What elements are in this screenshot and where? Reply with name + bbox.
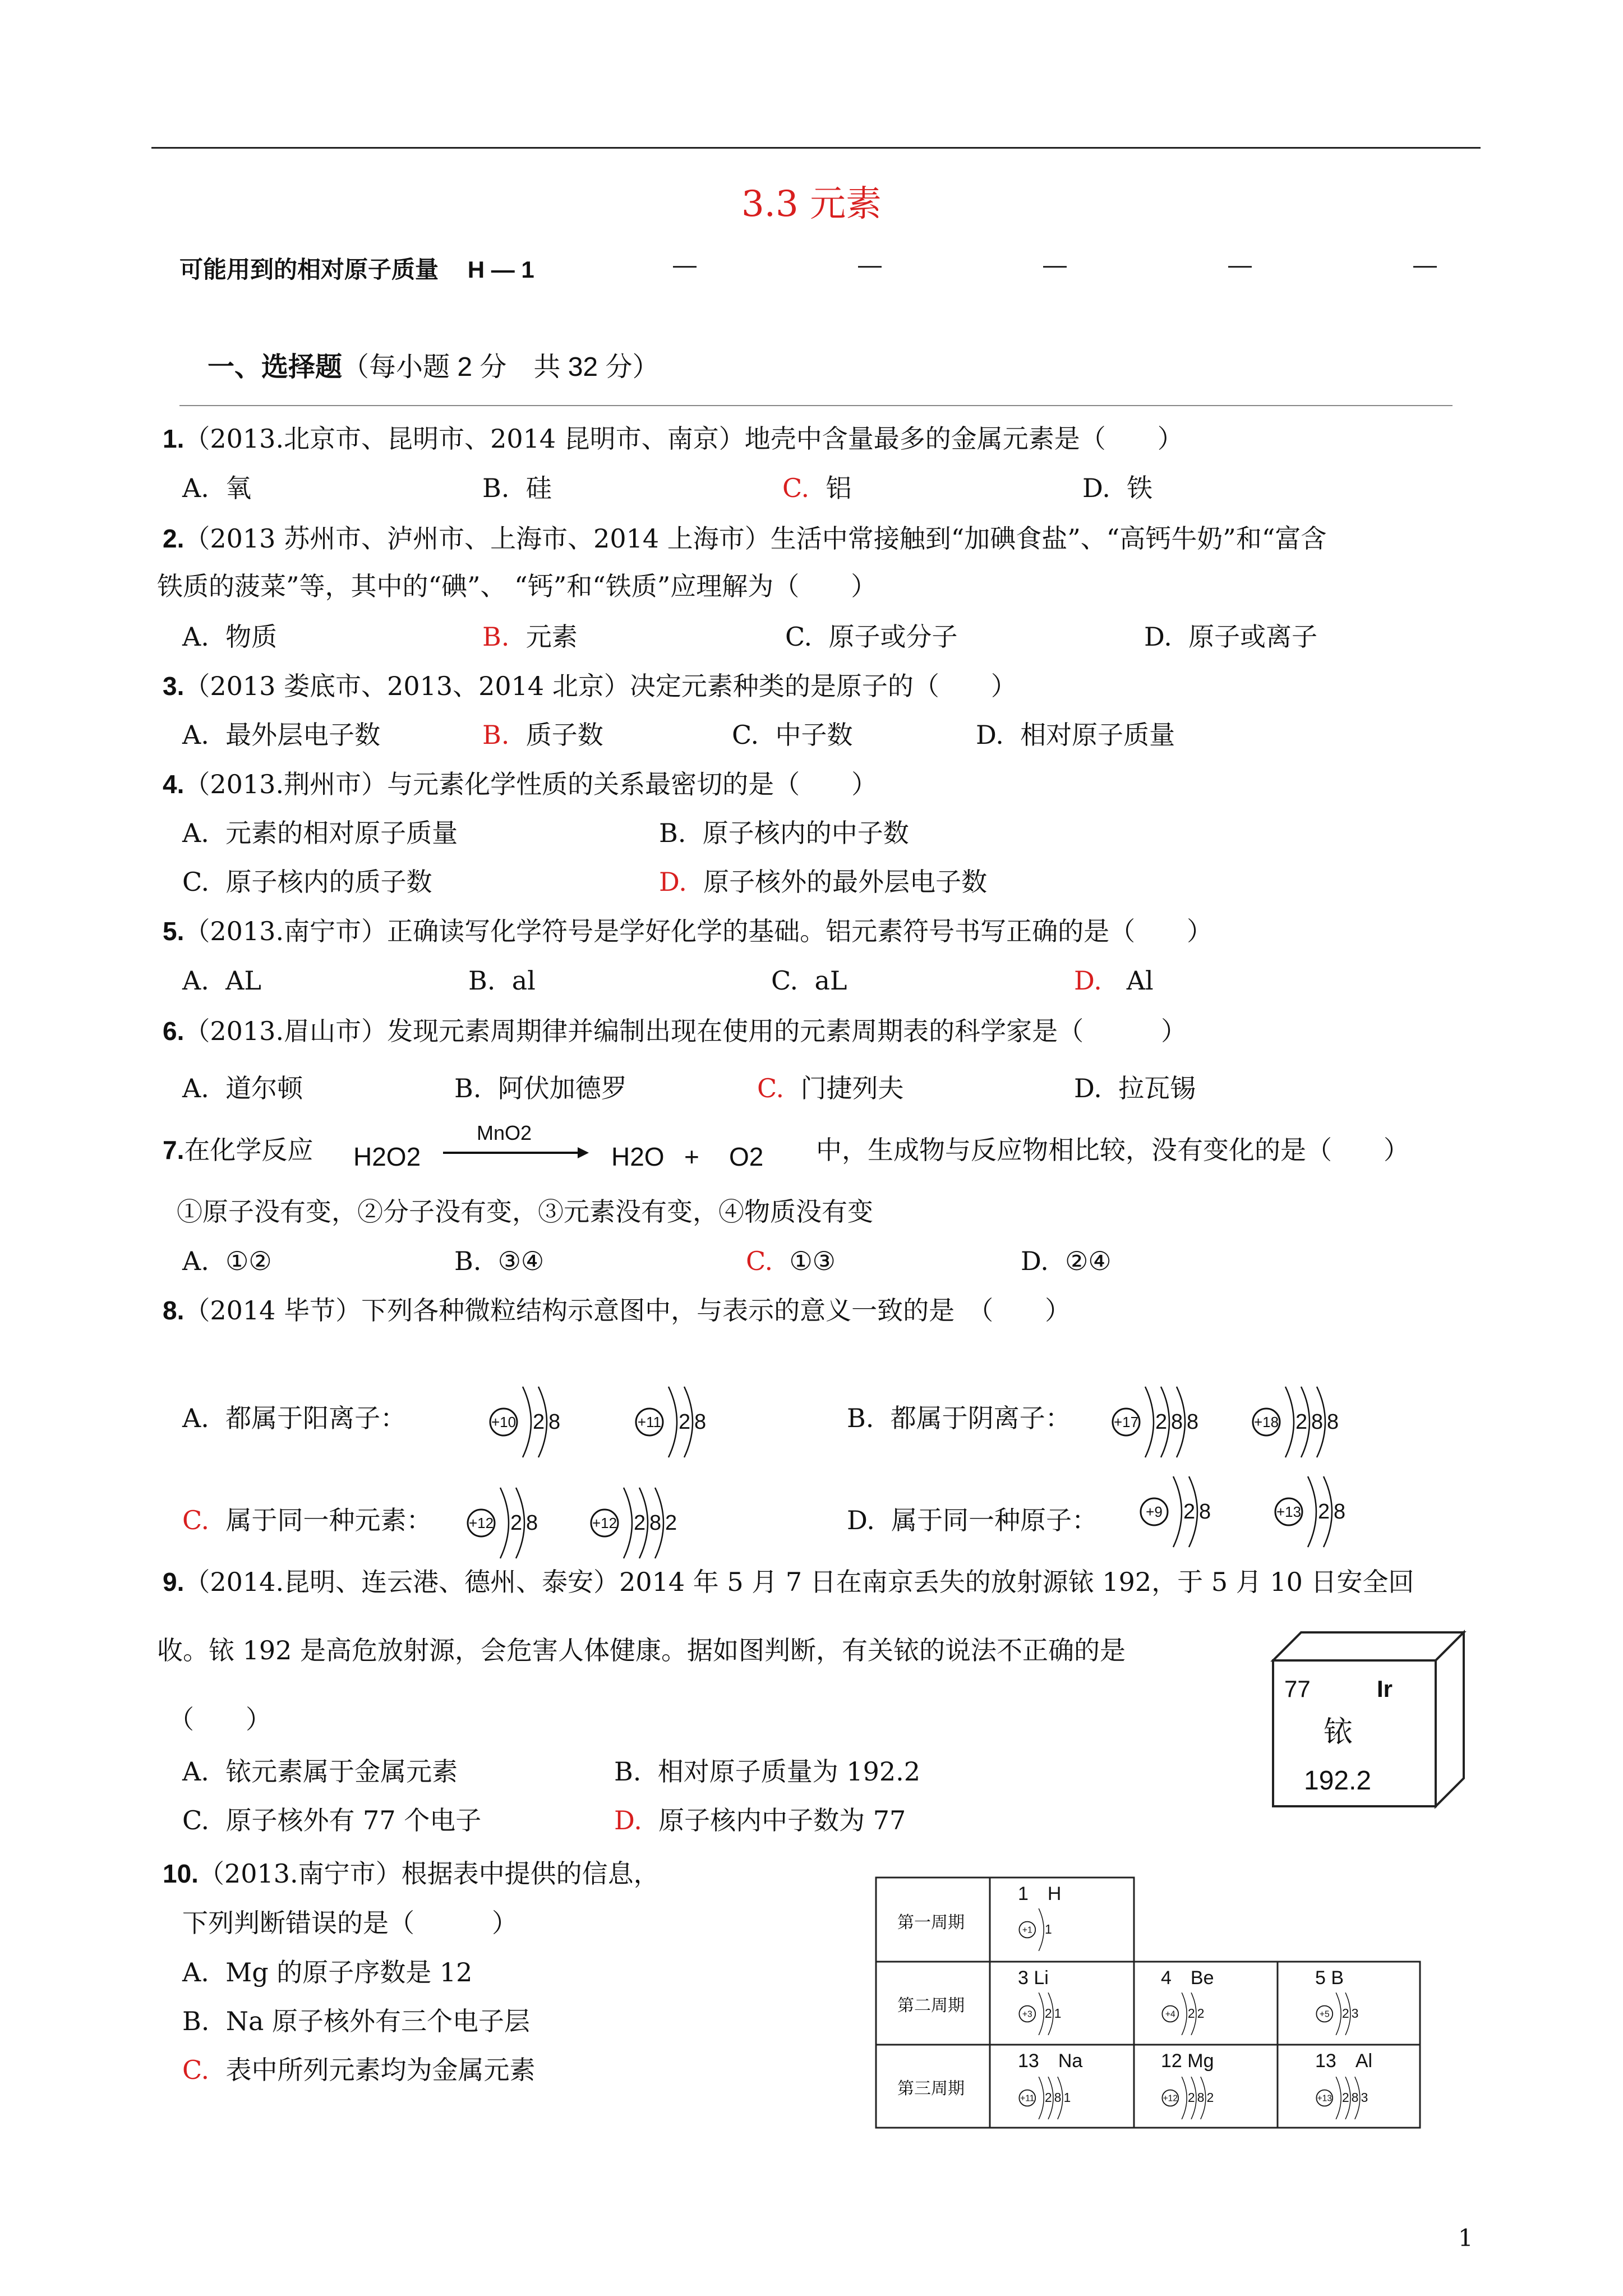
- option-d: D. ②④: [1021, 1246, 1112, 1276]
- atom-diagram: [460, 1470, 589, 1571]
- question-stem: （2014 毕节）下列各种微粒结构示意图中，与表示的意义一致的是 （ ）: [184, 1295, 1071, 1326]
- nucleus-charge: +4: [1165, 2009, 1175, 2019]
- electron-count: 2: [510, 1511, 523, 1535]
- electron-count: 2: [665, 1511, 677, 1535]
- nucleus-charge: +17: [1113, 1414, 1139, 1430]
- option-c: C. ①③: [746, 1246, 836, 1276]
- atom-diagram-small: [1019, 1993, 1061, 2035]
- plus-sign: +: [684, 1142, 699, 1171]
- atom-diagram: [1105, 1369, 1245, 1470]
- option-b: B. 阿伏加德罗: [454, 1073, 627, 1103]
- nucleus-charge: +12: [468, 1515, 494, 1531]
- electron-count: 3: [1351, 2006, 1359, 2021]
- atom-diagram: [482, 1369, 611, 1470]
- atom-diagram-small: [1019, 2077, 1071, 2119]
- electron-count: 2: [1045, 2006, 1052, 2021]
- question-stem-continued: 中，生成物与反应物相比较，没有变化的是（ ）: [816, 1135, 1409, 1165]
- question-7: 7.在化学反应: [163, 1135, 313, 1165]
- nucleus-charge: +13: [1317, 2093, 1332, 2104]
- electron-count: 2: [1206, 2090, 1214, 2105]
- cell-label: 12 Mg: [1161, 2050, 1214, 2072]
- electron-shell-arc: [1145, 1387, 1154, 1457]
- atom-diagram-small: [1019, 1908, 1052, 1951]
- section-rule: [179, 405, 1453, 406]
- section-label: 一、选择题: [208, 352, 343, 382]
- electron-count: 2: [1045, 2090, 1052, 2105]
- product-1: H2O: [611, 1142, 665, 1171]
- electron-shell-arc: [523, 1387, 531, 1457]
- electron-count: 2: [679, 1410, 691, 1434]
- mass-dash-2: —: [858, 251, 882, 278]
- header-rule: [151, 147, 1481, 149]
- section-note: （每小题 2 分 共 32 分）: [342, 352, 660, 382]
- atom-diagram: [628, 1369, 757, 1470]
- atom-diagram: [1133, 1458, 1262, 1559]
- element-symbol: Ir: [1377, 1676, 1393, 1702]
- nucleus-charge: +3: [1022, 2009, 1032, 2019]
- question-10: 10.（2013.南宁市）根据表中提供的信息，: [163, 1858, 660, 1889]
- question-stem: （2014.昆明、连云港、德州、泰安）2014 年 5 月 7 日在南京丢失的放射源铱 192，于 5 月 10 日安全回: [184, 1567, 1414, 1597]
- option-b: B. 相对原子质量为 192.2: [614, 1756, 920, 1787]
- electron-count: 8: [1199, 1500, 1211, 1524]
- electron-count: 2: [1318, 1500, 1330, 1524]
- option-a: A. ①②: [182, 1246, 272, 1276]
- question-3: 3.（2013 娄底市、2013、2014 北京）决定元素种类的是原子的（ ）: [163, 671, 1017, 701]
- nucleus-charge: +11: [1020, 2093, 1035, 2104]
- option-c: C. 原子或分子: [785, 622, 958, 652]
- electron-count: 2: [1197, 2006, 1205, 2021]
- option-b: B. Na 原子核外有三个电子层: [182, 2006, 530, 2036]
- option-a: A. AL: [182, 965, 261, 996]
- question-stem-statements: ①原子没有变，②分子没有变，③元素没有变，④物质没有变: [177, 1197, 873, 1227]
- electron-count: 8: [1311, 1410, 1324, 1434]
- option-a: A. 都属于阳离子：: [182, 1403, 407, 1433]
- question-number: 1.: [163, 424, 185, 453]
- question-stem: 在化学反应: [184, 1135, 313, 1165]
- question-5: 5.（2013.南宁市）正确读写化学符号是学好化学的基础。铝元素符号书写正确的是（ ）: [163, 916, 1213, 946]
- electron-shell-arc: [1039, 1993, 1044, 2035]
- option-b: B. 原子核内的中子数: [659, 818, 909, 848]
- electron-shell-arc: [1182, 2077, 1187, 2119]
- question-stem: （2013 苏州市、泸州市、上海市、2014 上海市）生活中常接触到“加碘食盐”、“高钙牛奶”和“富含: [184, 523, 1327, 554]
- electron-count: 2: [1155, 1410, 1168, 1434]
- electron-count: 1: [1045, 1922, 1052, 1937]
- electron-shell-arc: [1336, 2077, 1341, 2119]
- electron-shell-arc: [1336, 1993, 1341, 2035]
- question-stem: （2013.南宁市）根据表中提供的信息，: [198, 1858, 660, 1889]
- question-stem: （2013 娄底市、2013、2014 北京）决定元素种类的是原子的（ ）: [184, 671, 1017, 701]
- nucleus-charge: +5: [1319, 2009, 1330, 2019]
- atom-diagram: [1245, 1369, 1385, 1470]
- electron-count: 2: [1342, 2006, 1349, 2021]
- cell-label: 3 Li: [1018, 1967, 1049, 1989]
- option-a: A. 物质: [182, 622, 278, 652]
- option-b: B. 元素: [482, 622, 578, 652]
- period-3-label: 第三周期: [897, 2079, 965, 2098]
- period-2-label: 第二周期: [897, 1996, 965, 2015]
- page-title: 3.3 元素: [741, 183, 882, 225]
- atomic-mass-value: H — 1: [467, 256, 534, 283]
- nucleus-charge: +12: [592, 1515, 617, 1531]
- electron-shell-arc: [1308, 1476, 1316, 1547]
- electron-shell-arc: [1182, 1993, 1187, 2035]
- electron-shell-arc: [1039, 1908, 1044, 1951]
- electron-count: 8: [526, 1511, 538, 1535]
- atomic-mass-line: [179, 251, 534, 285]
- electron-count: 1: [1063, 2090, 1071, 2105]
- option-b: B. al: [468, 965, 536, 996]
- option-c: C. 属于同一种元素：: [182, 1505, 432, 1535]
- option-a: A. 氧: [182, 473, 252, 503]
- electron-count: 8: [548, 1410, 561, 1434]
- question-stem-continued: 收。铱 192 是高危放射源，会危害人体健康。据如图判断，有关铱的说法不正确的是: [157, 1635, 1126, 1665]
- nucleus-charge: +12: [1163, 2093, 1178, 2104]
- mass-dash-5: —: [1413, 251, 1437, 278]
- nucleus-charge: +13: [1276, 1503, 1302, 1520]
- electron-count: 8: [1054, 2090, 1062, 2105]
- option-b: B. 质子数: [482, 720, 603, 750]
- nucleus-charge: +18: [1253, 1414, 1279, 1430]
- option-d: D. 原子或离子: [1144, 622, 1318, 652]
- option-c: C. 表中所列元素均为金属元素: [182, 2055, 536, 2085]
- mass-dash-4: —: [1228, 251, 1252, 278]
- electron-count: 2: [634, 1511, 646, 1535]
- electron-count: 2: [1188, 2006, 1195, 2021]
- option-c: C. 门捷列夫: [757, 1073, 904, 1103]
- option-d: D. Al: [1074, 965, 1154, 996]
- question-stem-continued: 下列判断错误的是（ ）: [182, 1908, 518, 1938]
- option-b: B. ③④: [454, 1246, 545, 1276]
- question-4: 4.（2013.荆州市）与元素化学性质的关系最密切的是（ ）: [163, 769, 878, 799]
- nucleus-charge: +1: [1022, 1925, 1032, 1935]
- electron-count: 2: [1183, 1500, 1196, 1524]
- option-a: A. 铱元素属于金属元素: [182, 1756, 458, 1787]
- electron-count: 1: [1054, 2006, 1062, 2021]
- option-d: D. 属于同一种原子：: [847, 1505, 1098, 1535]
- mass-dash-3: —: [1043, 251, 1067, 278]
- cell-label: 4 Be: [1161, 1967, 1214, 1989]
- question-stem-continued: 铁质的菠菜”等，其中的“碘”、 “钙”和“铁质”应理解为（ ）: [157, 571, 877, 601]
- reactant: H2O2: [353, 1142, 421, 1171]
- page-number: 1: [1458, 2224, 1473, 2252]
- atom-diagram: [583, 1470, 723, 1571]
- element-name: 铱: [1324, 1716, 1353, 1749]
- option-c: C. 铝: [782, 473, 852, 503]
- catalyst: MnO2: [477, 1121, 532, 1144]
- question-2: 2.（2013 苏州市、泸州市、上海市、2014 上海市）生活中常接触到“加碘食盐”、“高钙牛奶”和“富含: [163, 523, 1327, 554]
- question-stem: （2013.荆州市）与元素化学性质的关系最密切的是（ ）: [184, 769, 878, 799]
- electron-count: 2: [1295, 1410, 1308, 1434]
- option-d: D. 相对原子质量: [976, 720, 1175, 750]
- question-9: 9.（2014.昆明、连云港、德州、泰安）2014 年 5 月 7 日在南京丢失的放射源铱 192，于 5 月 10 日安全回: [163, 1567, 1414, 1597]
- question-6: 6.（2013.眉山市）发现元素周期律并编制出现在使用的元素周期表的科学家是（ ）: [163, 1016, 1187, 1046]
- electron-count: 8: [1351, 2090, 1359, 2105]
- atom-diagram-small: [1316, 1993, 1358, 2035]
- atom-diagram-small: [1316, 2077, 1368, 2119]
- electron-count: 8: [1187, 1410, 1199, 1434]
- option-b: B. 都属于阴离子：: [847, 1403, 1071, 1433]
- option-b: B. 硅: [482, 473, 552, 503]
- section-heading: [208, 345, 659, 384]
- electron-shell-arc: [668, 1387, 677, 1457]
- electron-count: 8: [1334, 1500, 1346, 1524]
- electron-count: 2: [533, 1410, 545, 1434]
- product-2: O2: [729, 1142, 764, 1171]
- question-stem: （2013.北京市、昆明市、2014 昆明市、南京）地壳中含量最多的金属元素是（ ）: [184, 424, 1183, 454]
- electron-shell-arc: [1173, 1476, 1182, 1547]
- atom-diagram: [1267, 1458, 1396, 1559]
- question-8: 8.（2014 毕节）下列各种微粒结构示意图中，与表示的意义一致的是 （ ）: [163, 1295, 1071, 1326]
- reaction-equation: [348, 1111, 774, 1178]
- question-stem: （2013.南宁市）正确读写化学符号是学好化学的基础。铝元素符号书写正确的是（ ）: [184, 916, 1213, 946]
- question-stem: （2013.眉山市）发现元素周期律并编制出现在使用的元素周期表的科学家是（ ）: [184, 1016, 1187, 1046]
- cell-label: 5 B: [1315, 1967, 1344, 1989]
- question-1: [163, 422, 1183, 455]
- electron-count: 2: [1188, 2090, 1195, 2105]
- atom-diagram-small: [1162, 1993, 1204, 2035]
- nucleus-charge: +9: [1146, 1503, 1163, 1520]
- option-d: D. 拉瓦锡: [1074, 1073, 1196, 1103]
- electron-count: 8: [649, 1511, 662, 1535]
- electron-count: 8: [694, 1410, 707, 1434]
- option-d: D. 原子核内中子数为 77: [614, 1805, 906, 1835]
- option-d: D. 原子核外的最外层电子数: [659, 867, 988, 897]
- element-card: [1267, 1627, 1469, 1812]
- electron-shell-arc: [624, 1488, 632, 1558]
- option-d: D. 铁: [1082, 473, 1153, 503]
- electron-count: 3: [1361, 2090, 1368, 2105]
- electron-shell-arc: [1285, 1387, 1294, 1457]
- cell-label: 13 Al: [1315, 2050, 1373, 2072]
- mass-dash-1: —: [673, 251, 697, 278]
- option-a: A. Mg 的原子序数是 12: [182, 1957, 473, 1987]
- electron-shell-arc: [1039, 2077, 1044, 2119]
- electron-count: 2: [1342, 2090, 1349, 2105]
- option-a: A. 元素的相对原子质量: [182, 818, 458, 848]
- electron-count: 8: [1197, 2090, 1205, 2105]
- periodic-table: [875, 1876, 1424, 2129]
- cell-label: 1 H: [1018, 1883, 1062, 1904]
- electron-shell-arc: [500, 1488, 509, 1558]
- cell-label: 13 Na: [1018, 2050, 1083, 2072]
- question-answer-blank: （ ）: [168, 1704, 271, 1734]
- nucleus-charge: +10: [491, 1414, 517, 1430]
- element-number: 77: [1284, 1676, 1311, 1702]
- period-1-label: 第一周期: [897, 1913, 965, 1932]
- option-c: C. aL: [771, 965, 847, 996]
- element-mass: 192.2: [1304, 1766, 1372, 1796]
- atomic-mass-label: 可能用到的相对原子质量: [179, 256, 439, 283]
- option-a: A. 最外层电子数: [182, 720, 381, 750]
- electron-count: 8: [1327, 1410, 1339, 1434]
- nucleus-charge: +11: [637, 1414, 662, 1430]
- atom-diagram-small: [1162, 2077, 1214, 2119]
- option-c: C. 原子核外有 77 个电子: [182, 1805, 482, 1835]
- option-c: C. 中子数: [732, 720, 853, 750]
- option-c: C. 原子核内的质子数: [182, 867, 432, 897]
- option-a: A. 道尔顿: [182, 1073, 303, 1103]
- electron-count: 8: [1171, 1410, 1183, 1434]
